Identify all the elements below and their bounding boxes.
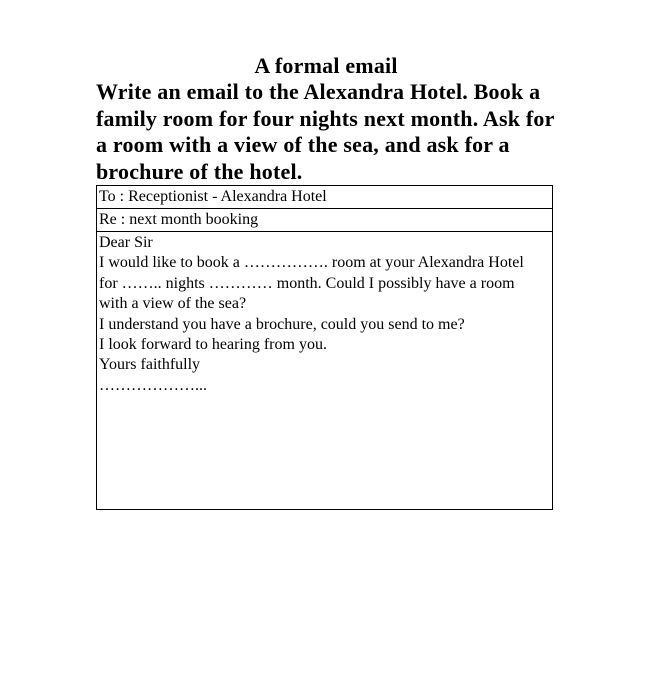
body-line: I understand you have a brochure, could you send to me? xyxy=(99,315,465,333)
body-line: I look forward to hearing from you. xyxy=(99,336,327,354)
body-line: for …….. nights ………… month. Could I possibly have a room xyxy=(99,274,515,292)
body-line: with a view of the sea? xyxy=(99,295,247,313)
closing-line: Yours faithfully xyxy=(99,356,201,374)
instruction-line: a room with a view of the sea, and ask for a xyxy=(96,132,510,157)
greeting-line: Dear Sir xyxy=(99,234,153,251)
instruction-line: brochure of the hotel. xyxy=(96,158,303,184)
task-instructions xyxy=(96,79,566,185)
email-form xyxy=(96,185,553,510)
instruction-line: Write an email to the Alexandra Hotel. Book a xyxy=(96,79,541,104)
email-body xyxy=(97,232,552,396)
signature-blank: ………………... xyxy=(99,376,207,394)
body-line: I would like to book a ……………. room at your Alexandra Hotel xyxy=(99,254,524,272)
to-field: To : Receptionist - Alexandra Hotel xyxy=(97,186,552,209)
page-title: A formal email xyxy=(254,53,398,78)
instruction-line: family room for four nights next month. Ask for xyxy=(96,105,555,131)
subject-field: Re : next month booking xyxy=(97,209,552,232)
